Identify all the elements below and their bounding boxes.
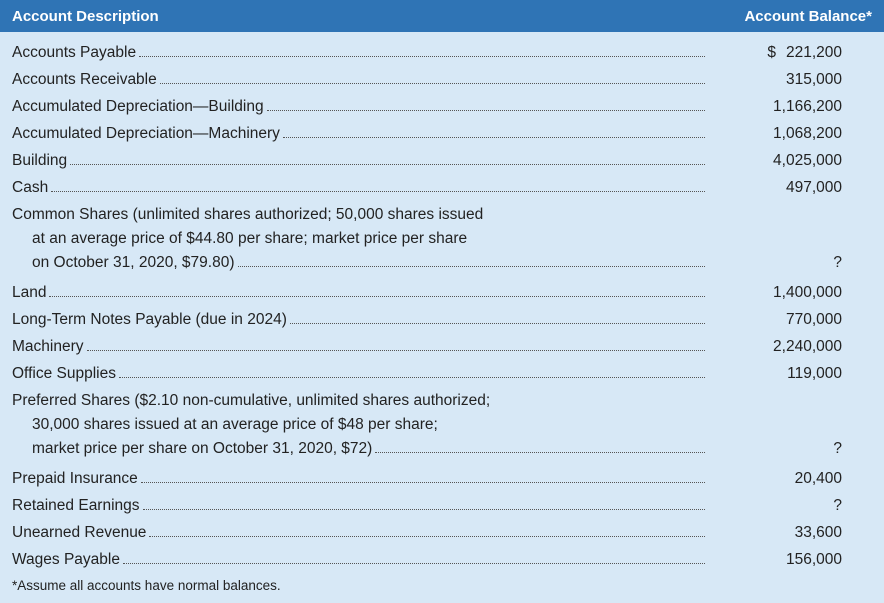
account-name: Office Supplies (12, 365, 116, 382)
account-description-header: Account Description (12, 8, 159, 25)
dot-leader (290, 322, 705, 324)
account-balance: 33,600 (794, 524, 842, 541)
account-name-line: market price per share on October 31, 2020, $72) (32, 440, 373, 457)
account-balance: 119,000 (787, 365, 842, 382)
account-row (0, 40, 884, 67)
account-row (0, 361, 884, 388)
dot-leader (143, 508, 705, 510)
account-name-line: Preferred Shares ($2.10 non-cumulative, unlimited shares authorized; (12, 392, 491, 409)
dot-leader (139, 55, 705, 57)
table-header (0, 0, 884, 32)
account-row (0, 334, 884, 361)
dot-leader (51, 190, 705, 192)
account-balance: ? (833, 254, 842, 271)
account-row (0, 466, 884, 493)
account-balance: 315,000 (785, 71, 842, 88)
account-row (0, 148, 884, 175)
account-balance: 770,000 (785, 311, 842, 328)
account-row (0, 175, 884, 202)
account-name: Accounts Payable (12, 44, 137, 61)
account-balance: 497,000 (785, 179, 842, 196)
account-row (0, 493, 884, 520)
account-name-line: Common Shares (unlimited shares authorized; 50,000 shares issued (12, 206, 484, 223)
account-name: Machinery (12, 338, 84, 355)
dot-leader (123, 562, 705, 564)
balance-value: 221,200 (785, 44, 842, 61)
account-row (0, 307, 884, 334)
account-balance: ? (833, 497, 842, 514)
account-name: Building (12, 152, 68, 169)
account-name: Wages Payable (12, 551, 120, 568)
dot-leader (87, 349, 706, 351)
account-balance: 156,000 (785, 551, 842, 568)
account-balance-header: Account Balance* (744, 8, 872, 25)
account-row (0, 121, 884, 148)
currency-symbol: $ (767, 44, 776, 61)
account-row (0, 280, 884, 307)
dot-leader (141, 481, 705, 483)
account-row (0, 67, 884, 94)
account-name-line: 30,000 shares issued at an average price of $48 per share; (32, 416, 438, 433)
account-balance: 2,240,000 (773, 338, 842, 355)
account-balance: 1,068,200 (773, 125, 842, 142)
account-name: Unearned Revenue (12, 524, 147, 541)
account-name: Accumulated Depreciation—Machinery (12, 125, 280, 142)
account-row (0, 388, 884, 466)
dot-leader (238, 265, 705, 267)
dot-leader (267, 109, 705, 111)
account-balance: 4,025,000 (773, 152, 842, 169)
account-name: Cash (12, 179, 49, 196)
account-row (0, 520, 884, 547)
account-balance (767, 44, 842, 62)
account-row (0, 547, 884, 574)
account-balance: 20,400 (794, 470, 842, 487)
account-name: Accounts Receivable (12, 71, 157, 88)
dot-leader (70, 163, 705, 165)
account-name: Retained Earnings (12, 497, 140, 514)
dot-leader (160, 82, 705, 84)
account-name-line: at an average price of $44.80 per share; market price per share (32, 230, 468, 247)
account-name: Long-Term Notes Payable (due in 2024) (12, 311, 287, 328)
account-balance: ? (833, 440, 842, 457)
dot-leader (283, 136, 705, 138)
account-name: Land (12, 284, 47, 301)
footnote: *Assume all accounts have normal balances. (12, 578, 281, 593)
account-balance: 1,166,200 (773, 98, 842, 115)
account-name: Accumulated Depreciation—Building (12, 98, 264, 115)
account-row (0, 202, 884, 280)
account-name: Prepaid Insurance (12, 470, 138, 487)
account-row (0, 94, 884, 121)
account-rows (0, 40, 884, 574)
account-balance: 1,400,000 (773, 284, 842, 301)
dot-leader (119, 376, 705, 378)
dot-leader (375, 451, 705, 453)
account-name-line: on October 31, 2020, $79.80) (32, 254, 235, 271)
dot-leader (49, 295, 705, 297)
dot-leader (149, 535, 705, 537)
